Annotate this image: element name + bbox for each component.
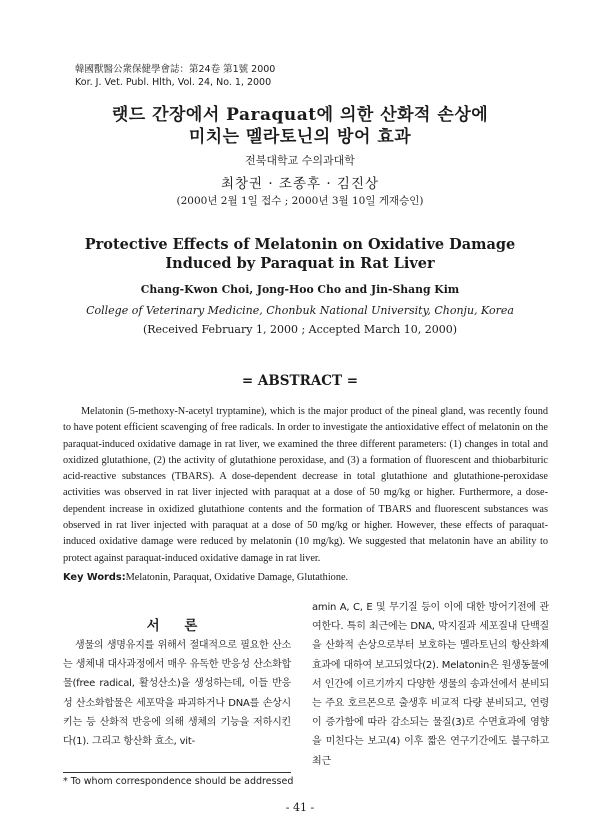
- english-title-line1: Protective Effects of Melatonin on Oxidative Damage: [84, 236, 516, 253]
- page-number: - 41 -: [285, 801, 315, 814]
- body-text-right-column: amin A, C, E 및 무기질 등이 이에 대한 방어기전에 관여한다. 특히 최근에는 DNA, 막지질과 세포질내 단백질을 산화적 손상으로부터 보호하는 멜라토닌의 항산화제 효과에 대하여 보고되었다(2). Melatonin은 원생동물에서 인간에 이르기까지 다양한 생물의 송과선에서 분비되는 주요 호르몬으로 출생후 비교적 다량 분비되고, 연령이 증가함에 따라 감소되는 물질(3)로 수면효과에 영향을 미친다는 보고(4) 이후 짧은 연구기간에도 불구하고 최근: [312, 602, 549, 767]
- abstract-heading: = ABSTRACT =: [241, 373, 359, 389]
- journal-header: [75, 63, 275, 89]
- keywords-text: Melatonin, Paraquat, Oxidative Damage, Glutathione.: [125, 572, 349, 583]
- body-text-left-column: 생물의 생명유지를 위해서 절대적으로 필요한 산소는 생체내 대사과정에서 매우 유독한 반응성 산소화합물(free radical, 활성산소)을 생성하는데, 이들 반응성 산소화합물은 세포막을 파괴하거나 DNA를 손상시키는 등 산화적 반응에 의해 생체의 기능을 저하시킨다(1). 그리고 항산화 효소, vit-: [63, 640, 291, 748]
- section-heading-introduction: 서 론: [146, 618, 208, 634]
- english-authors: Chang-Kwon Choi, Jong-Hoo Cho and Jin-Shang Kim: [140, 283, 460, 296]
- keywords: [63, 572, 348, 583]
- footnote-divider: [63, 772, 291, 773]
- journal-name-korean: 韓國獸醫公衆保健學會誌：第24卷 第1號 2000: [75, 64, 276, 75]
- korean-dates: (2000년 2월 1일 접수 ; 2000년 3월 10일 게재승인): [176, 195, 424, 207]
- keywords-label: Key Words:: [63, 572, 126, 583]
- korean-title-line2: 미치는 멜라토닌의 방어 효과: [188, 127, 412, 147]
- abstract-text: Melatonin (5-methoxy-N-acetyl tryptamine), which is the major product of the pineal gland, was recently found to have potent efficient scavenging of free radicals. In order to investigate the antioxidative effect of melatonin on the paraquat-induced oxidative damage in rat liver, we examined the three different parameters: (1) changes in total and oxidized glutathione, (2) the activity of glutathione peroxidase, and (3) a formation of fluorescent and thiobarbituric acid-reactive substances (TBARS). A dose-dependent decrease in total glutathione and glutathione-peroxidase activities was observed in rat liver injected with paraquat at a dose of 50 mg/kg or higher. Furthermore, a dose-dependent increase in oxidized glutathione contents and the formation of TBARS and fluorescent substances was observed in rat liver injected with paraquat at a dose of 50 mg/kg or higher. However, these effects of paraquat-induced oxidative damage were reduced by melatonin (10 mg/kg). We suggested that melatonin have an ability to protect against paraquat-induced oxidative damage in rat liver.: [63, 406, 548, 564]
- korean-title: [0, 104, 600, 148]
- english-title: [0, 235, 600, 273]
- english-title-line2: Induced by Paraquat in Rat Liver: [165, 255, 435, 272]
- english-dates: (Received February 1, 2000 ; Accepted March 10, 2000): [142, 323, 458, 336]
- english-institution: College of Veterinary Medicine, Chonbuk National University, Chonju, Korea: [86, 304, 514, 317]
- journal-name-english: Kor. J. Vet. Publ. Hlth, Vol. 24, No. 1, 2000: [75, 77, 272, 88]
- korean-institution: 전북대학교 수의과대학: [245, 154, 355, 167]
- footnote: * To whom correspondence should be addressed: [63, 776, 294, 787]
- korean-title-line1: 랫드 간장에서 Paraquat에 의한 산화적 손상에: [111, 105, 489, 125]
- korean-authors: 최창권 · 조종후 · 김진상: [220, 176, 380, 192]
